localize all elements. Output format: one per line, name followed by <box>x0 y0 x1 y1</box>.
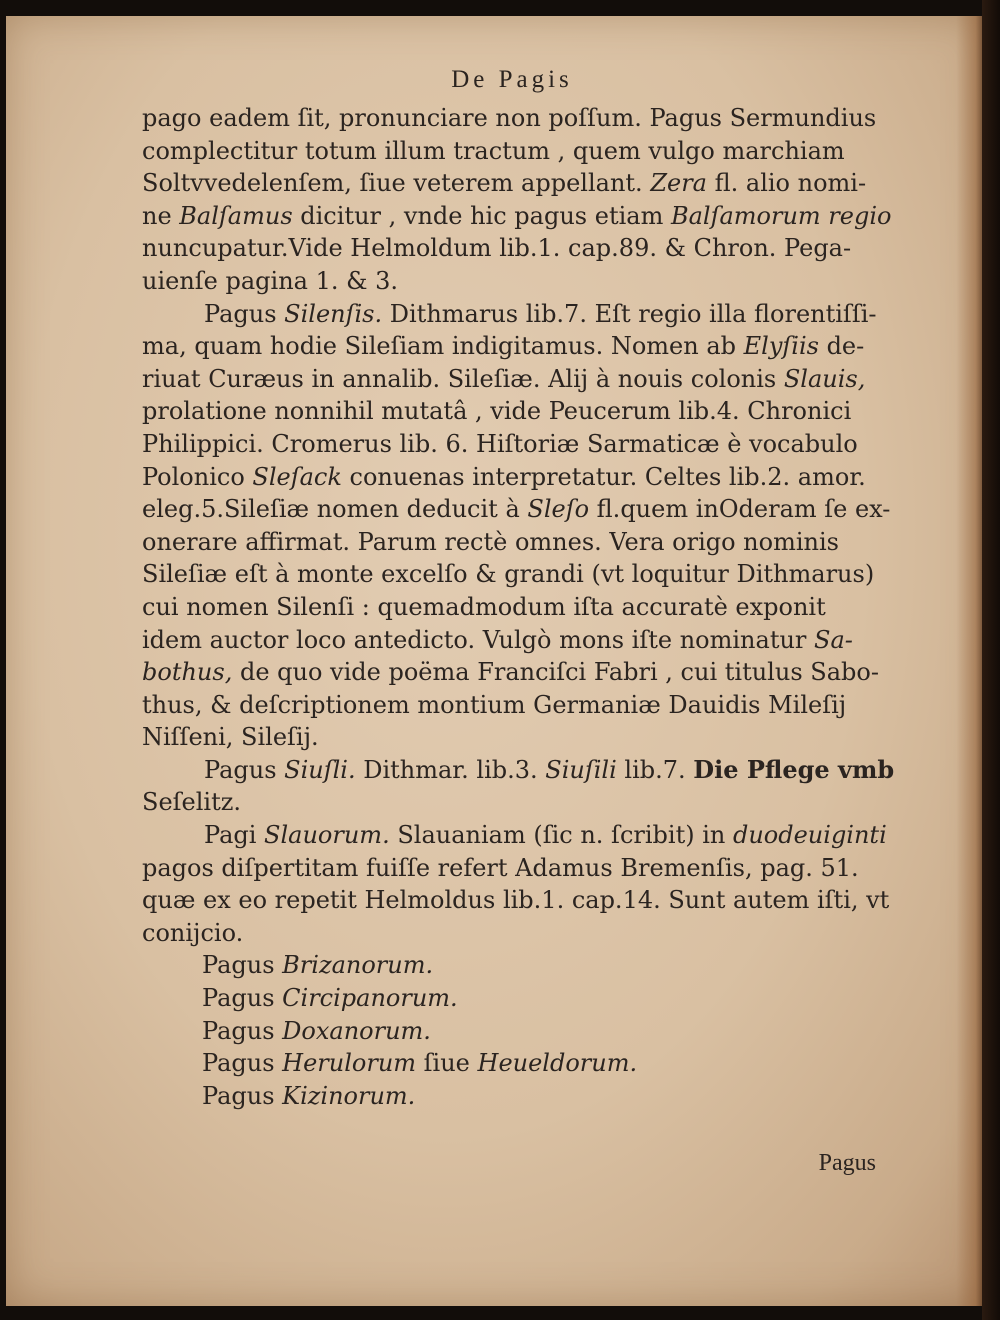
text-line <box>142 493 891 526</box>
text-line <box>142 298 882 331</box>
text-block <box>142 64 895 1112</box>
text-line <box>142 1047 882 1080</box>
text-line <box>142 428 882 461</box>
italic-term: Heueldorum. <box>477 1049 638 1078</box>
text-run: lib.7. <box>616 755 694 784</box>
text-run: Pagus <box>202 1049 283 1078</box>
text-run: complectitur totum illum tractum , quem vulgo marchiam <box>142 136 845 165</box>
text-run: quæ ex eo repetit Helmoldus lib.1. cap.14. Sunt autem iſti, vt <box>142 886 890 915</box>
text-run: Philippici. Cromerus lib. 6. Hiſtoriæ Sarmaticæ è vocabulo <box>142 429 858 458</box>
text-line <box>142 200 892 233</box>
text-run: Pagi <box>204 821 265 850</box>
text-run: Slauaniam (ſic n. ſcribit) in <box>389 821 733 850</box>
text-line <box>142 754 895 787</box>
text-line <box>142 982 882 1015</box>
text-run: idem auctor loco antedicto. Vulgò mons iſte nominatur <box>142 625 815 654</box>
italic-term: Silenſis. <box>284 299 383 328</box>
catchword: Pagus <box>818 1150 876 1176</box>
text-line <box>142 526 882 559</box>
text-line <box>142 884 890 917</box>
text-run: pago eadem ſit, pronunciare non poſſum. Pagus Sermundius <box>142 104 877 132</box>
text-line <box>142 852 882 885</box>
text-line <box>142 819 887 852</box>
italic-term: duodeuiginti <box>732 821 887 850</box>
text-run: Pagus <box>202 951 283 980</box>
text-run: Dithmar. lib.3. <box>355 755 546 784</box>
text-run: nuncupatur.Vide Helmoldum lib.1. cap.89. & Chron. Pega- <box>142 234 852 263</box>
italic-term: Balſamorum regio <box>670 201 892 230</box>
text-line <box>142 102 882 135</box>
text-line <box>142 721 882 754</box>
text-line <box>142 624 882 657</box>
blackletter-phrase: Die Pflege vmb <box>693 754 895 784</box>
italic-term: Herulorum <box>282 1049 417 1078</box>
binding-spine <box>982 0 1000 1320</box>
italic-term: Siuſli. <box>284 755 356 784</box>
text-run: fl.quem inOderam ſe ex- <box>589 495 891 524</box>
text-line <box>142 232 882 265</box>
text-line <box>142 949 882 982</box>
text-run: dicitur , vnde hic pagus etiam <box>292 201 671 230</box>
running-head: De Pagis <box>451 66 573 93</box>
text-line <box>142 1080 882 1113</box>
text-run: uienſe pagina 1. & 3. <box>142 266 399 295</box>
text-run: eleg.5.Sileſiæ nomen deducit à <box>142 495 528 524</box>
text-line <box>142 786 882 819</box>
text-line <box>142 330 882 363</box>
text-line <box>142 656 882 689</box>
page-edge-shadow <box>956 16 984 1306</box>
text-run: onerare affirmat. Parum rectè omnes. Vera origo nominis <box>142 527 839 556</box>
text-run: Pagus <box>204 755 285 784</box>
body-text <box>142 102 895 1112</box>
text-line <box>142 461 882 494</box>
text-run: de- <box>818 332 865 361</box>
text-line <box>142 591 882 624</box>
italic-term: Siuſili <box>545 755 617 784</box>
text-run: cui nomen Silenſi : quemadmodum iſta accuratè exponit <box>142 592 826 621</box>
text-run: Dithmarus lib.7. Eſt regio illa florentiſſi- <box>382 299 877 328</box>
italic-term: Slauorum. <box>264 821 390 850</box>
text-line <box>142 265 882 298</box>
italic-term: Brizanorum. <box>282 951 434 980</box>
text-line <box>142 1015 882 1048</box>
text-run: ma, quam hodie Sileſiam indigitamus. Nomen ab <box>142 332 744 361</box>
text-run: Sileſiæ eſt à monte excelſo & grandi (vt loquitur Dithmarus) <box>142 560 875 589</box>
text-run: conijcio. <box>142 918 244 947</box>
text-run: de quo vide poëma Franciſci Fabri , cui titulus Sabo- <box>232 658 879 687</box>
text-line <box>142 167 882 200</box>
text-run: Pagus <box>202 1081 283 1110</box>
italic-term: Elyſiis <box>743 332 819 361</box>
text-line <box>142 363 882 396</box>
italic-term: Sa- <box>814 625 853 654</box>
text-run: Seſelitz. <box>142 788 241 817</box>
italic-term: Kizinorum. <box>282 1081 416 1110</box>
text-run: Niſſeni, Sileſij. <box>142 723 319 752</box>
text-run: Polonico <box>142 462 253 491</box>
text-run: conuenas interpretatur. Celtes lib.2. amor. <box>341 462 866 491</box>
italic-term: Zera <box>650 169 707 198</box>
text-run: Soltvvedelenſem, ſiue veterem appellant. <box>142 169 651 198</box>
text-run: Pagus <box>204 299 285 328</box>
text-run: riuat Curæus in annalib. Sileſiæ. Alij à nouis colonis <box>142 364 784 393</box>
italic-term: Balſamus <box>179 201 293 230</box>
text-line <box>142 558 882 591</box>
text-line <box>142 689 882 722</box>
text-run: fl. alio nomi- <box>706 169 867 198</box>
text-run: Pagus <box>202 984 283 1013</box>
text-line <box>142 395 882 428</box>
text-run: Pagus <box>202 1016 283 1045</box>
text-line <box>142 917 882 950</box>
italic-term: Doxanorum. <box>282 1016 431 1045</box>
text-run: pagos diſpertitam fuiſſe refert Adamus Bremenſis, pag. 51. <box>142 853 859 882</box>
italic-term: Slauis, <box>783 364 866 393</box>
text-run: thus, & deſcriptionem montium Germaniæ Dauidis Mileſij <box>142 690 847 719</box>
italic-term: Sleſack <box>252 462 342 491</box>
italic-term: Sleſo <box>527 495 590 524</box>
text-run: prolatione nonnihil mutatâ , vide Peucerum lib.4. Chronici <box>142 397 852 426</box>
italic-term: bothus, <box>142 658 233 687</box>
text-run: ſiue <box>416 1049 478 1078</box>
italic-term: Circipanorum. <box>282 984 458 1013</box>
text-run: ne <box>142 201 180 230</box>
text-line <box>142 135 882 168</box>
